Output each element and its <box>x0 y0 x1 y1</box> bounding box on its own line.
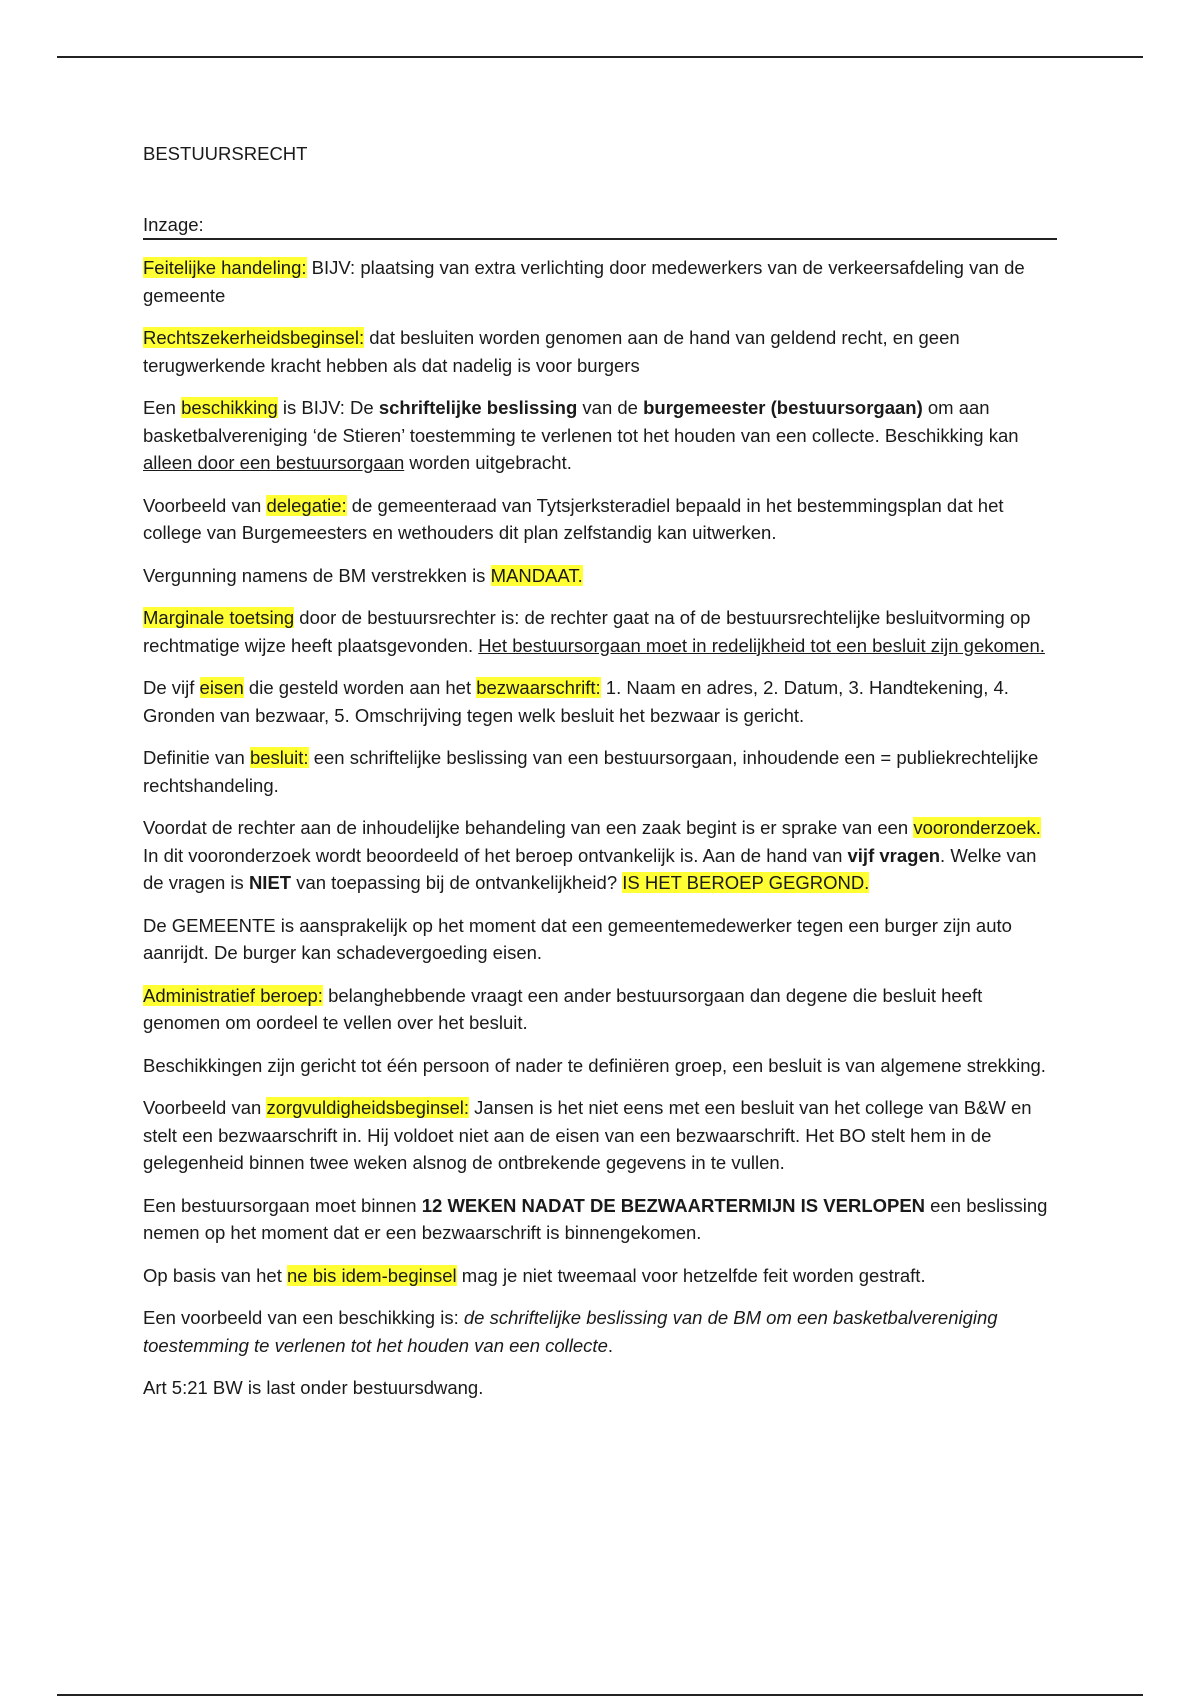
text-run: schriftelijke beslissing <box>378 397 578 418</box>
text-run: BIJV: plaatsing van extra verlichting door medewerkers van de verkeersafdeling van de gemeente <box>143 257 1025 306</box>
text-run: Een bestuursorgaan moet binnen <box>143 1194 422 1216</box>
text-run: dat besluiten worden genomen aan de hand van geldend recht, en geen terugwerkende kracht hebben als dat nadelig is voor burgers <box>143 327 960 376</box>
header-rule <box>57 56 1143 58</box>
text-run: burgemeester (bestuursorgaan) <box>643 397 923 418</box>
highlighted-term: MANDAAT. <box>490 564 583 586</box>
text-run: Jansen is het niet eens met een besluit van het college van B&W en stelt een bezwaarschrift in. Hij voldoet niet aan de eisen van een bezwaarschrift. Het BO stelt hem in de gelegenheid binnen twee weken alsnog de ontbrekende gegevens in te vullen. <box>143 1097 1032 1173</box>
text-run: . Welke van de vragen is <box>143 844 1037 893</box>
paragraph-feitelijke-handeling <box>143 254 1057 309</box>
text-run: belanghebbende vraagt een ander bestuursorgaan dan degene die besluit heeft genomen om oordeel te vellen over het besluit. <box>143 984 983 1033</box>
text-run: een beslissing nemen op het moment dat er een bezwaarschrift is binnengekomen. <box>143 1194 1048 1243</box>
text-run: om aan basketbalvereniging ‘de Stieren’ toestemming te verlenen tot het houden van een collecte. Beschikking kan <box>143 397 1019 446</box>
paragraph-gemeente-aansprakelijk <box>143 912 1057 967</box>
paragraph-administratief-beroep <box>143 982 1057 1037</box>
paragraph-mandaat <box>143 562 1057 590</box>
text-run: de schriftelijke beslissing van de BM om een basketbalvereniging toestemming te verlenen tot het houden van een collecte <box>143 1307 998 1356</box>
text-run: door de bestuursrechter is: de rechter gaat na of de bestuursrechtelijke besluitvorming op rechtmatige wijze heeft plaatsgevonden. <box>143 607 1031 656</box>
text-run: De vijf <box>143 677 200 698</box>
text-run: Het bestuursorgaan moet in redelijkheid tot een besluit zijn gekomen. <box>478 634 1045 656</box>
text-run: Definitie van <box>143 747 250 768</box>
text-run: NIET <box>248 872 292 893</box>
highlighted-term: Feitelijke handeling: <box>143 257 307 278</box>
paragraph-bezwaarschrift-eisen <box>143 674 1057 729</box>
paragraph-besluit <box>143 744 1057 799</box>
text-run: worden uitgebracht. <box>404 452 572 473</box>
text-run: Voorbeeld van <box>143 1097 267 1118</box>
paragraph-marginale-toetsing <box>143 604 1057 659</box>
paragraph-last-onder-bestuursdwang <box>143 1374 1057 1402</box>
paragraph-beschikkingen-gericht <box>143 1052 1057 1080</box>
footer-rule <box>57 1694 1143 1696</box>
paragraph-beslistermijn <box>143 1192 1057 1247</box>
text-run: Beschikkingen zijn gericht tot één persoon of nader te definiëren groep, een besluit is van algemene strekking. <box>143 1054 1046 1076</box>
highlighted-term: vooronderzoek. <box>913 817 1041 838</box>
text-run: is BIJV: De <box>277 397 379 418</box>
paragraph-beschikking <box>143 394 1057 477</box>
paragraph-voorbeeld-beschikking <box>143 1304 1057 1359</box>
text-run: In dit vooronderzoek wordt beoordeeld of het beroep ontvankelijk is. Aan de hand van <box>143 844 848 866</box>
text-run: van de <box>577 397 644 418</box>
text-run: Een <box>143 397 182 418</box>
text-run: een schriftelijke beslissing van een bestuursorgaan, inhoudende een = publiekrechtelijke rechtshandeling. <box>143 747 1039 796</box>
highlighted-term: Marginale toetsing <box>143 607 295 628</box>
text-run: van toepassing bij de ontvankelijkheid? <box>291 872 623 893</box>
text-run: de gemeenteraad van Tytsjerksteradiel bepaald in het bestemmingsplan dat het college van Burgemeesters en wethouders dit plan zelfstandig kan uitwerken. <box>143 494 1004 543</box>
highlighted-term: bezwaarschrift: <box>476 677 601 698</box>
highlighted-term: Rechtszekerheidsbeginsel: <box>143 327 365 348</box>
text-run: Vergunning namens de BM verstrekken is <box>143 564 491 586</box>
text-run: Art 5:21 BW is last onder bestuursdwang. <box>143 1377 484 1398</box>
highlighted-term: eisen <box>199 677 244 698</box>
text-run: mag je niet tweemaal voor hetzelfde feit worden gestraft. <box>456 1264 926 1286</box>
highlighted-term: beschikking <box>181 397 278 418</box>
highlighted-term: ne bis idem-beginsel <box>286 1264 457 1286</box>
paragraph-zorgvuldigheidsbeginsel <box>143 1094 1057 1177</box>
highlighted-term: besluit: <box>249 747 309 768</box>
text-run: 12 WEKEN NADAT DE BEZWAARTERMIJN IS VERLOPEN <box>421 1194 926 1216</box>
highlighted-term: Administratief beroep: <box>143 984 323 1006</box>
highlighted-term: IS HET BEROEP GEGROND. <box>622 872 870 893</box>
section-heading: Inzage: <box>143 211 1057 241</box>
highlighted-term: delegatie: <box>266 494 347 516</box>
text-run: Een voorbeeld van een beschikking is: <box>143 1307 464 1328</box>
paragraph-rechtszekerheidsbeginsel <box>143 324 1057 379</box>
text-run: Op basis van het <box>143 1264 287 1286</box>
paragraph-list <box>143 254 1057 1402</box>
document-title: BESTUURSRECHT <box>143 143 308 164</box>
text-run: vijf vragen <box>847 844 941 866</box>
document-body <box>143 140 1057 1402</box>
paragraph-vooronderzoek <box>143 814 1057 897</box>
text-run: Voorbeeld van <box>143 494 267 516</box>
text-run: alleen door een bestuursorgaan <box>143 452 405 473</box>
paragraph-delegatie <box>143 492 1057 547</box>
text-run: 1. Naam en adres, 2. Datum, 3. Handtekening, 4. Gronden van bezwaar, 5. Omschrijving tegen welk besluit het bezwaar is gericht. <box>143 677 1009 726</box>
text-run: De GEMEENTE is aansprakelijk op het moment dat een gemeentemedewerker tegen een burger zijn auto aanrijdt. De burger kan schadevergoeding eisen. <box>143 914 1012 963</box>
paragraph-ne-bis-in-idem <box>143 1262 1057 1290</box>
text-run: die gesteld worden aan het <box>243 677 477 698</box>
highlighted-term: zorgvuldigheidsbeginsel: <box>266 1097 470 1118</box>
text-run: . <box>607 1334 613 1356</box>
text-run: Voordat de rechter aan de inhoudelijke behandeling van een zaak begint is er sprake van een <box>143 817 914 838</box>
